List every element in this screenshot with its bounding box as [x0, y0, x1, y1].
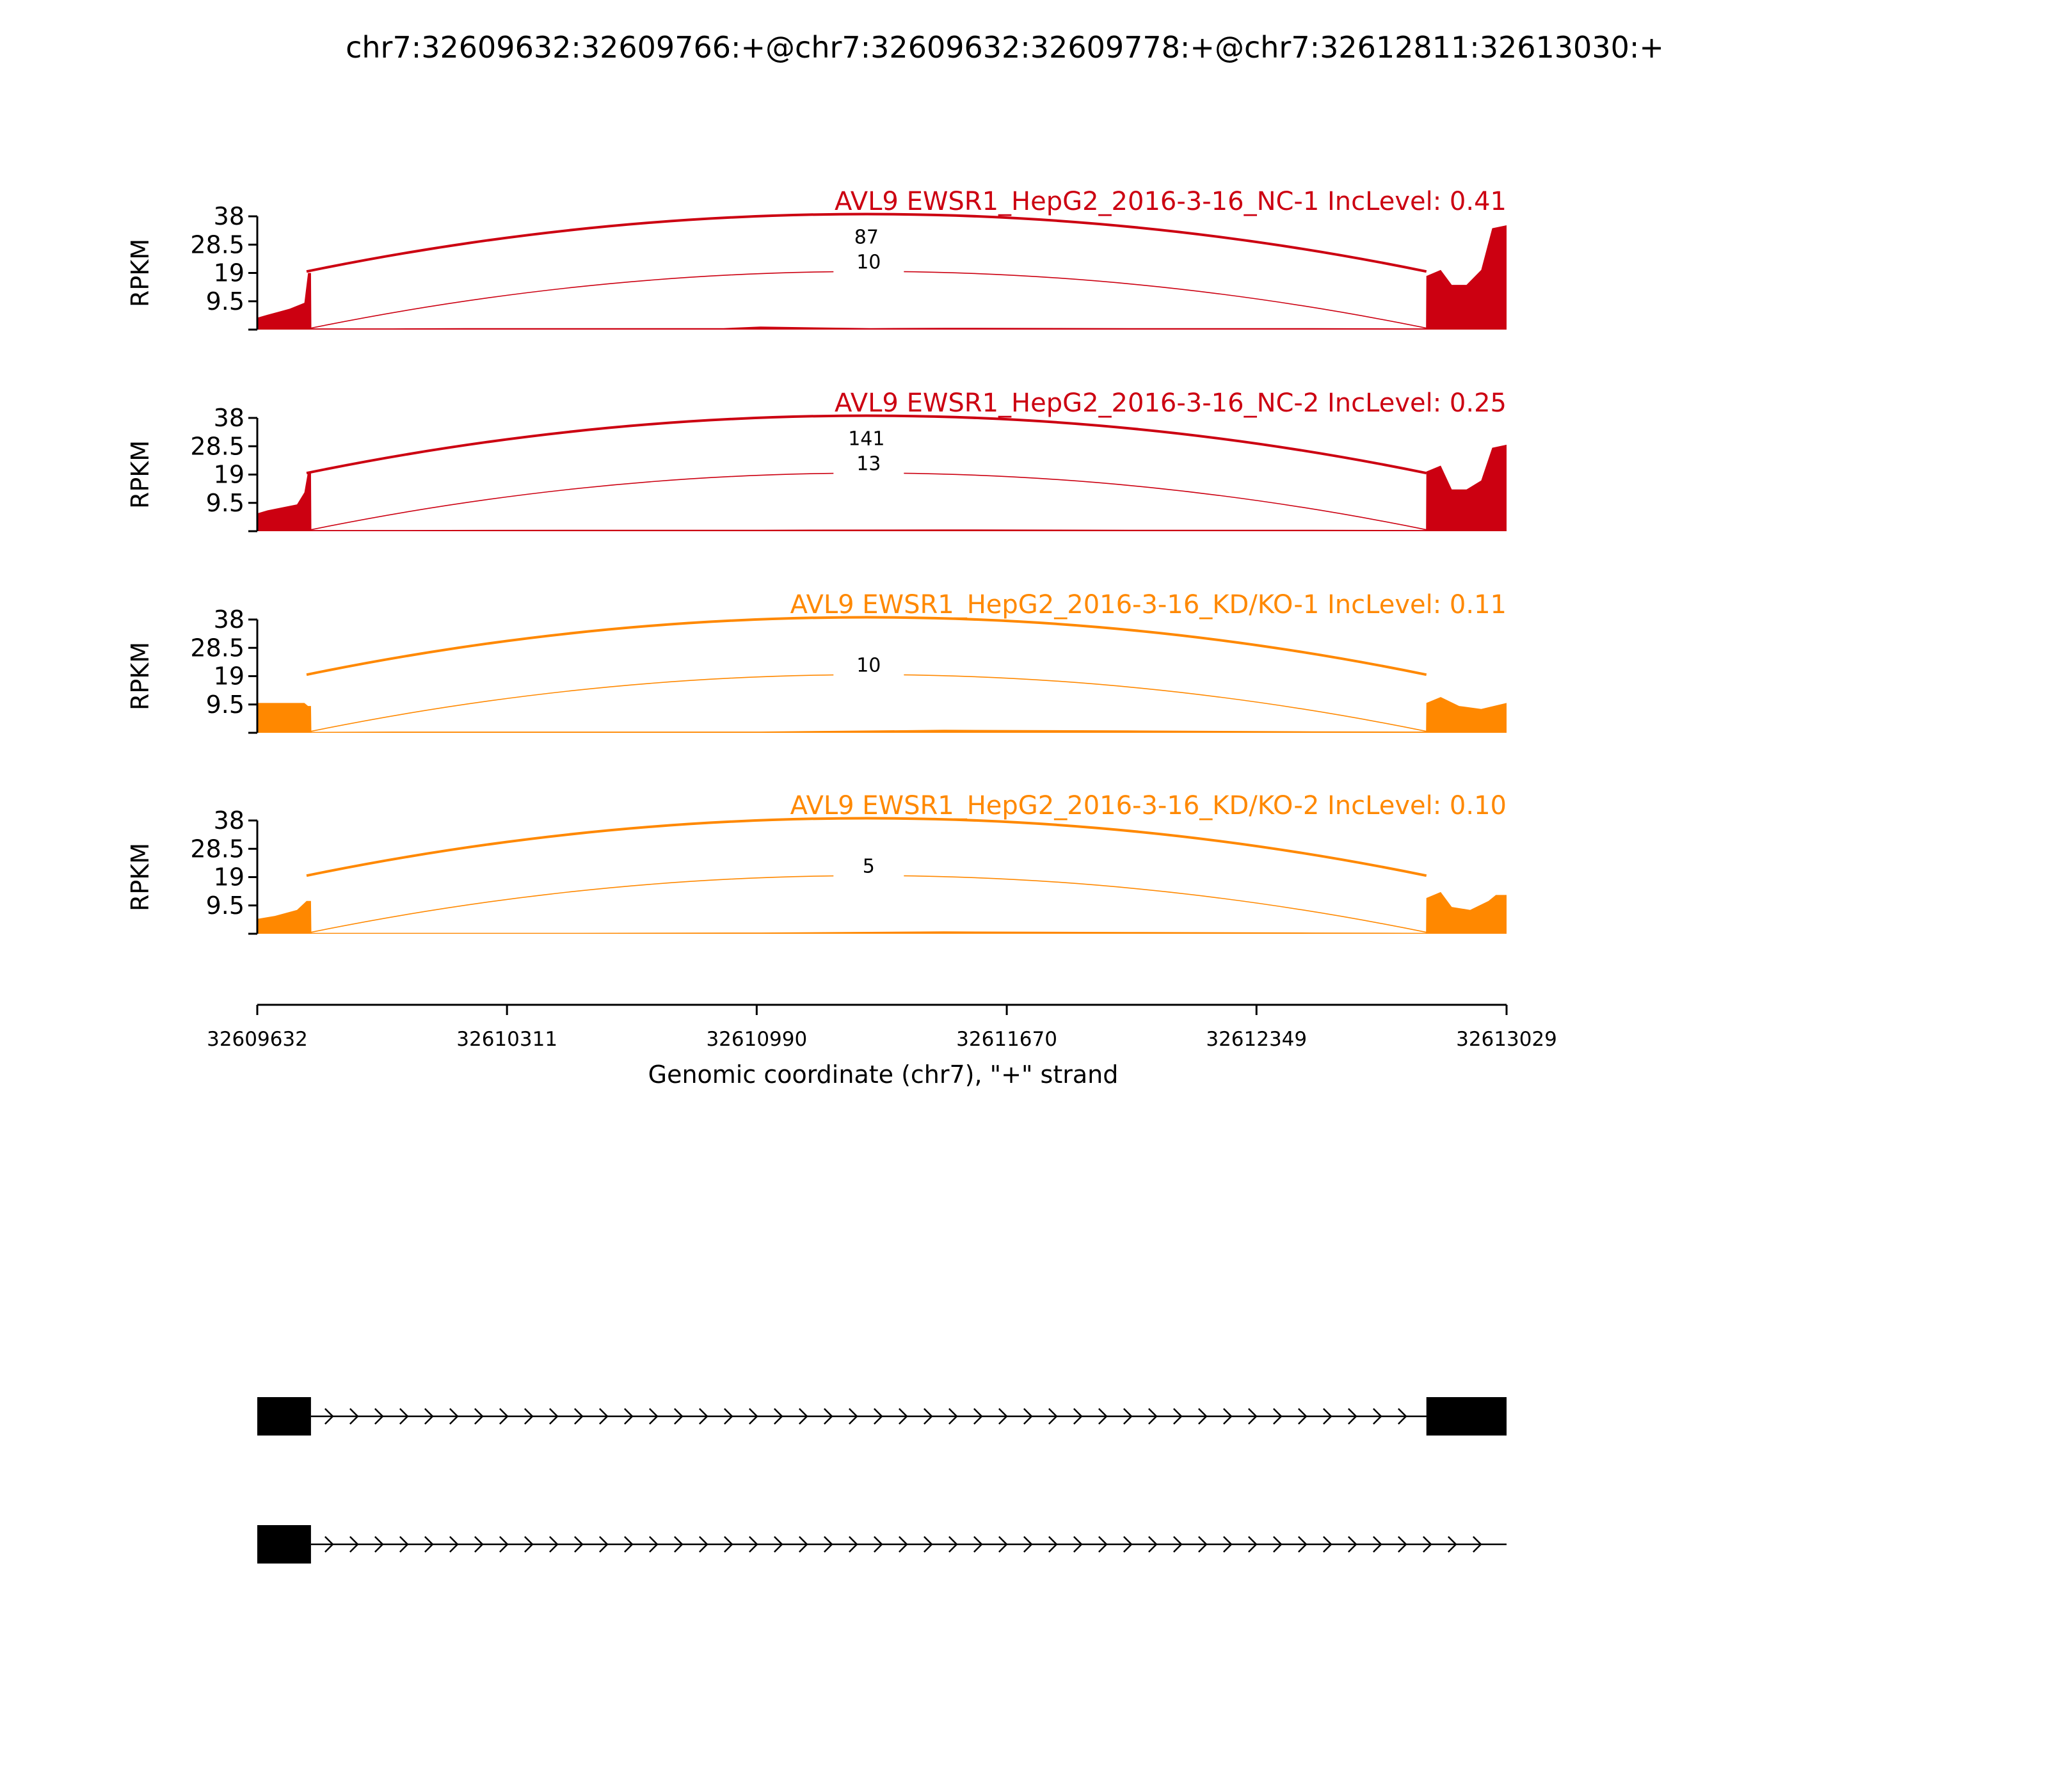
x-tick-label: 32613029 — [1456, 1028, 1557, 1051]
y-axis-label: RPKM — [126, 238, 154, 308]
y-tick-label: 38 — [213, 202, 244, 230]
x-axis — [207, 1005, 1557, 1051]
sample-label: AVL9 EWSR1_HepG2_2016-3-16_KD/KO-2 IncLevel: 0.10 — [790, 791, 1507, 820]
junction-arc — [311, 271, 1427, 328]
track-4 — [126, 791, 1507, 934]
y-axis-label: RPKM — [126, 641, 154, 711]
y-tick-label: 28.5 — [190, 230, 244, 259]
y-tick-label: 38 — [213, 404, 244, 432]
isoform-1 — [257, 1397, 1507, 1436]
junction-count: 10 — [856, 251, 881, 274]
sample-label: AVL9 EWSR1_HepG2_2016-3-16_NC-1 IncLevel: 0.41 — [834, 187, 1507, 216]
sample-label: AVL9 EWSR1_HepG2_2016-3-16_NC-2 IncLevel: 0.25 — [834, 388, 1507, 418]
y-tick-label: 19 — [213, 662, 244, 691]
junction-count: 141 — [848, 428, 885, 451]
x-axis-label: Genomic coordinate (chr7), "+" strand — [648, 1060, 1119, 1089]
junction-arc — [311, 473, 1427, 530]
exon-block — [1427, 1397, 1507, 1436]
y-tick-label: 9.5 — [205, 690, 244, 719]
track-3 — [126, 590, 1507, 733]
x-tick-label: 32610990 — [706, 1028, 808, 1051]
x-tick-label: 32610311 — [456, 1028, 558, 1051]
junction-arc — [311, 675, 1427, 732]
y-tick-label: 19 — [213, 259, 244, 287]
junction-arc — [311, 876, 1427, 932]
track-1 — [126, 187, 1507, 330]
y-tick-label: 28.5 — [190, 634, 244, 662]
y-axis-label: RPKM — [126, 842, 154, 912]
isoform-2 — [257, 1525, 1507, 1564]
y-tick-label: 28.5 — [190, 835, 244, 863]
junction-count: 87 — [854, 226, 879, 249]
gene-models — [257, 1397, 1507, 1564]
y-tick-label: 9.5 — [205, 287, 244, 316]
exon-block — [257, 1397, 311, 1436]
x-tick-label: 32612349 — [1206, 1028, 1308, 1051]
figure-title: chr7:32609632:32609766:+@chr7:32609632:32609778:+@chr7:32612811:32613030:+ — [346, 30, 1664, 65]
coverage-area — [257, 697, 1507, 733]
y-tick-label: 28.5 — [190, 432, 244, 461]
sample-label: AVL9 EWSR1_HepG2_2016-3-16_KD/KO-1 IncLevel: 0.11 — [790, 590, 1507, 620]
exon-block — [257, 1525, 311, 1564]
junction-count: 5 — [862, 855, 875, 878]
junction-count: 13 — [856, 452, 881, 476]
y-tick-label: 9.5 — [205, 891, 244, 920]
y-tick-label: 9.5 — [205, 488, 244, 517]
junction-count: 10 — [856, 654, 881, 677]
y-tick-label: 19 — [213, 460, 244, 489]
y-axis-label: RPKM — [126, 440, 154, 509]
x-tick-label: 32611670 — [956, 1028, 1057, 1051]
x-tick-label: 32609632 — [207, 1028, 308, 1051]
track-2 — [126, 388, 1507, 531]
y-tick-label: 38 — [213, 806, 244, 835]
coverage-tracks — [126, 187, 1507, 934]
y-tick-label: 38 — [213, 605, 244, 634]
y-tick-label: 19 — [213, 863, 244, 892]
